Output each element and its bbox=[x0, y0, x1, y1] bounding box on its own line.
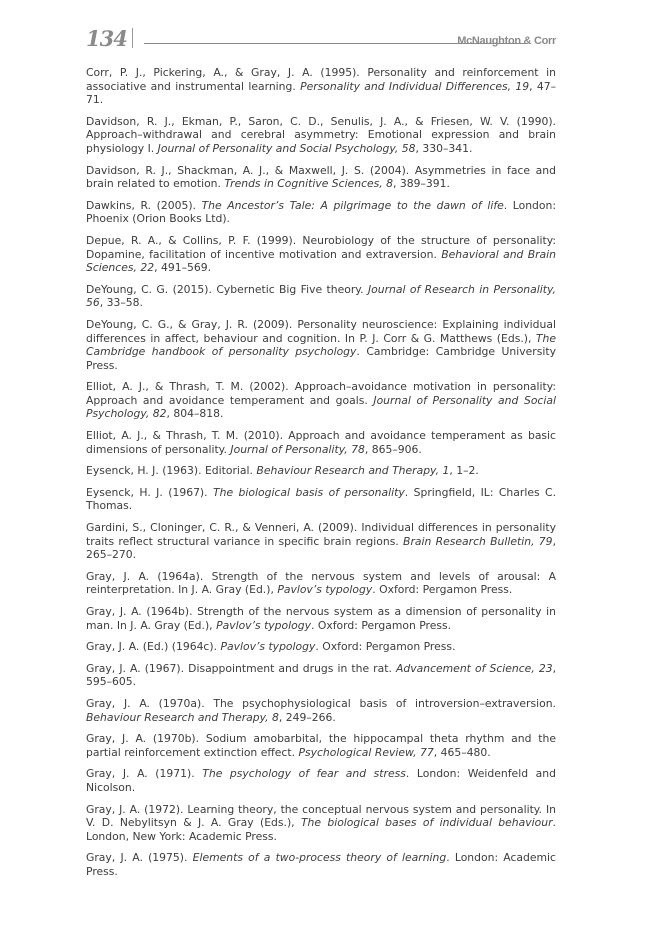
reference-entry: Gray, J. A. (1970b). Sodium amobarbital, the hippocampal theta rhythm and the partial reinforcement extinction effect. Psychological Review, 77, 465–480. bbox=[86, 732, 556, 759]
reference-entry: Gray, J. A. (1972). Learning theory, the conceptual nervous system and personality. In V. D. Nebylitsyn & J. A. Gray (Eds.), The biological bases of individual behaviour. London, New York: Academic Press. bbox=[86, 802, 556, 843]
reference-entry: Depue, R. A., & Collins, P. F. (1999). Neurobiology of the structure of personality: Dopamine, facilitation of incentive motivation and extraversion. Behavioral and Brain Sciences, 22, 491–569. bbox=[86, 233, 556, 275]
reference-entry: Gray, J. A. (1971). The psychology of fear and stress. London: Weidenfeld and Nicolson. bbox=[86, 767, 556, 794]
reference-entry: Gardini, S., Cloninger, C. R., & Venneri, A. (2009). Individual differences in personality traits reflect structural variance in specific brain regions. Brain Research Bulletin, 79, 265–270. bbox=[86, 521, 556, 562]
reference-entry: Elliot, A. J., & Thrash, T. M. (2010). Approach and avoidance temperament as basic dimensions of personality. Journal of Personality, 78, 865–906. bbox=[86, 429, 556, 456]
reference-entry: DeYoung, C. G., & Gray, J. R. (2009). Personality neuroscience: Explaining individual differences in affect, behaviour and cognition. In P. J. Corr & G. Matthews (Eds.), The Cambridge handbook of personality psychology. Cambridge: Cambridge University Press. bbox=[86, 317, 556, 372]
reference-list bbox=[86, 66, 556, 887]
reference-entry: Gray, J. A. (1964a). Strength of the nervous system and levels of arousal: A reinterpretation. In J. A. Gray (Ed.), Pavlov’s typology. Oxford: Pergamon Press. bbox=[86, 569, 556, 597]
reference-entry: Gray, J. A. (1975). Elements of a two-process theory of learning. London: Academic Press. bbox=[86, 851, 556, 878]
page-header bbox=[86, 26, 556, 52]
reference-entry: Eysenck, H. J. (1963). Editorial. Behaviour Research and Therapy, 1, 1–2. bbox=[86, 464, 479, 478]
page-number: 134 bbox=[86, 26, 127, 51]
reference-entry: Gray, J. A. (1970a). The psychophysiological basis of introversion–extraversion. Behaviour Research and Therapy, 8, 249–266. bbox=[86, 696, 556, 724]
reference-entry: Gray, J. A. (1967). Disappointment and drugs in the rat. Advancement of Science, 23, 595–605. bbox=[86, 661, 557, 689]
reference-entry: Davidson, R. J., Ekman, P., Saron, C. D., Senulis, J. A., & Friesen, W. V. (1990). Approach–withdrawal and cerebral asymmetry: Emotional expression and brain physiology I. Journal of Personality and Social Psychology, 58, 330–341. bbox=[86, 114, 556, 155]
page-number-divider bbox=[132, 28, 133, 48]
reference-entry: Dawkins, R. (2005). The Ancestor’s Tale: A pilgrimage to the dawn of life. London: Phoenix (Orion Books Ltd). bbox=[86, 198, 556, 226]
reference-entry: DeYoung, C. G. (2015). Cybernetic Big Five theory. Journal of Research in Personality, 56, 33–58. bbox=[86, 282, 556, 310]
reference-entry: Elliot, A. J., & Thrash, T. M. (2002). Approach–avoidance motivation in personality: Approach and avoidance temperament and goals. Journal of Personality and Social Psychology, 82, 804–818. bbox=[86, 380, 556, 421]
reference-entry: Eysenck, H. J. (1967). The biological basis of personality. Springfield, IL: Charles C. Thomas. bbox=[86, 485, 557, 513]
running-head: McNaughton & Corr bbox=[457, 35, 556, 47]
reference-entry: Gray, J. A. (1964b). Strength of the nervous system as a dimension of personality in man. In J. A. Gray (Ed.), Pavlov’s typology. Oxford: Pergamon Press. bbox=[86, 605, 556, 632]
reference-entry: Corr, P. J., Pickering, A., & Gray, J. A. (1995). Personality and reinforcement in associative and instrumental learning. Personality and Individual Differences, 19, 47–71. bbox=[86, 66, 556, 107]
reference-entry: Davidson, R. J., Shackman, A. J., & Maxwell, J. S. (2004). Asymmetries in face and brain related to emotion. Trends in Cognitive Sciences, 8, 389–391. bbox=[86, 163, 556, 191]
reference-entry: Gray, J. A. (Ed.) (1964c). Pavlov’s typology. Oxford: Pergamon Press. bbox=[86, 640, 456, 654]
